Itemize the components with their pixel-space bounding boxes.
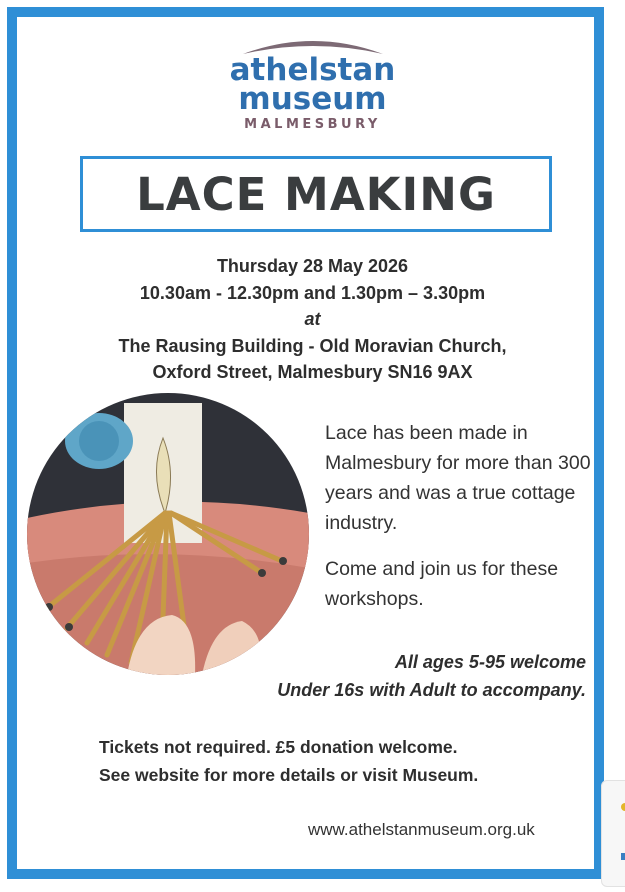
widget-square-icon [621,853,625,860]
description [325,418,605,630]
age-info [277,648,586,704]
age-line1: All ages 5-95 welcome [394,652,586,672]
event-date: Thursday 28 May 2026 [216,256,409,276]
event-times: 10.30am - 12.30pm and 1.30pm – 3.30pm [139,282,486,303]
title-box [80,156,552,232]
event-venue-line1: The Rausing Building - Old Moravian Church, [118,335,507,356]
event-details [0,253,625,386]
logo-town: MALMESBURY [244,117,381,132]
lace-making-photo [27,393,309,675]
event-at: at [304,309,321,329]
description-para2: Come and join us for these workshops. [325,558,559,610]
age-line2: Under 16s with Adult to accompany. [277,680,586,700]
ticket-info [99,733,478,789]
description-para1: Lace has been made in Malmesbury for more than 300 years and was a true cottage industry. [325,422,591,534]
logo-word-museum: museum [238,81,387,117]
side-widget[interactable] [601,780,625,887]
museum-logo [0,34,625,132]
logo-word-athelstan: athelstan [229,52,396,88]
event-venue-line2: Oxford Street, Malmesbury SN16 9AX [152,362,473,382]
ticket-line2: See website for more details or visit Museum. [99,765,479,785]
website-url[interactable]: www.athelstanmuseum.org.uk [308,820,535,839]
page-title: LACE MAKING [136,167,496,221]
ticket-line1: Tickets not required. £5 donation welcome. [99,737,458,757]
widget-dot-icon [621,803,625,811]
